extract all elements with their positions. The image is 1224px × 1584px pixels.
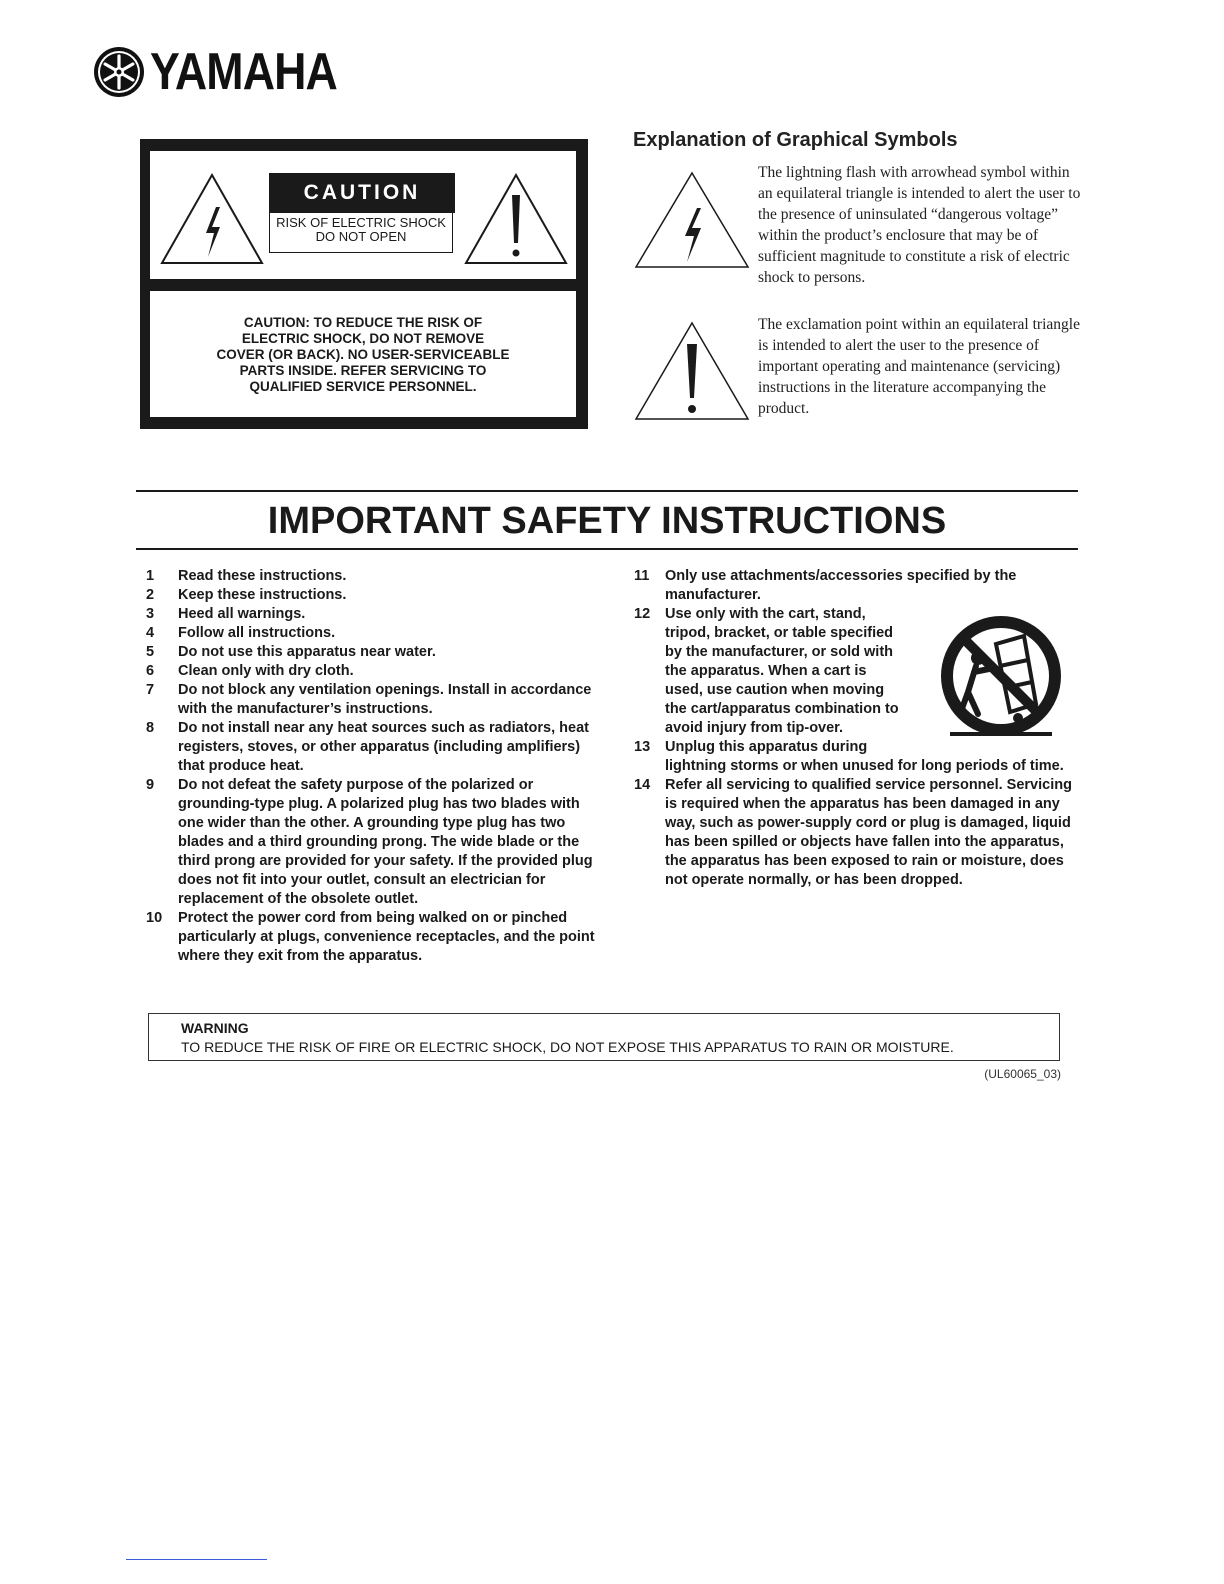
lightning-warning-icon	[158, 171, 266, 267]
instruction-item	[136, 605, 596, 624]
caution-body-line: CAUTION: TO REDUCE THE RISK OF	[243, 315, 483, 330]
lightning-explanation: The lightning flash with arrowhead symbol within an equilateral triangle is intended to alert the user to the presence of uninsulated “dangerous voltage” within the product’s enclosure that may be of sufficient magnitude to constitute a risk of electric shock to persons.	[758, 164, 1081, 286]
instruction-line: avoid injury from tip-over.	[665, 720, 844, 736]
instruction-item	[624, 567, 1074, 605]
instruction-text: Refer all servicing to qualified service personnel. Servicing is required when the apparatus has been damaged in any way, such as power-supply cord or plug is damaged, liquid has been spilled or objects have fallen into the apparatus, the apparatus has been exposed to rain or moisture, does not operate normally, or has been dropped.	[665, 777, 1072, 888]
caution-body-line: PARTS INSIDE. REFER SERVICING TO	[239, 363, 487, 378]
instruction-item	[624, 738, 1074, 776]
instruction-number: 4	[146, 625, 155, 641]
instruction-number: 6	[146, 663, 155, 679]
caution-body-line: QUALIFIED SERVICE PERSONNEL.	[249, 379, 477, 394]
tuning-fork-emblem-icon	[92, 45, 146, 99]
instruction-line: tripod, bracket, or table specified	[665, 625, 894, 641]
instruction-item	[624, 776, 1074, 890]
instruction-text: Protect the power cord from being walked on or pinched particularly at plugs, convenience receptacles, and the point where they exit from the apparatus.	[178, 910, 595, 964]
caution-body	[150, 315, 576, 395]
instruction-number: 13	[634, 739, 651, 755]
warning-title: WARNING	[181, 1020, 249, 1036]
caution-sub-line1: RISK OF ELECTRIC SHOCK	[276, 215, 446, 230]
caution-body-line: COVER (OR BACK). NO USER-SERVICEABLE	[216, 347, 510, 362]
instruction-number: 14	[634, 777, 651, 793]
instruction-item	[136, 624, 596, 643]
instruction-text: Do not defeat the safety purpose of the polarized or grounding-type plug. A polarized plug has two blades with one wider than the other. A grounding type plug has two blades and a third grounding prong. The wide blade or the third prong are provided for your safety. If the provided plug does not fit into your outlet, consult an electrician for replacement of the obsolete outlet.	[178, 777, 593, 907]
instruction-line: the cart/apparatus combination to	[665, 701, 899, 717]
caution-label-bottom	[150, 291, 576, 417]
instruction-text: Only use attachments/accessories specified by the manufacturer.	[665, 568, 1017, 603]
document-code: (UL60065_03)	[984, 1067, 1061, 1081]
exclamation-warning-icon	[462, 171, 570, 267]
instruction-number: 3	[146, 606, 155, 622]
brand-wordmark: YAMAHA	[150, 43, 337, 101]
caution-label	[140, 139, 588, 429]
instruction-text	[665, 738, 1074, 776]
symbols-title: Explanation of Graphical Symbols	[633, 129, 958, 151]
yamaha-logo	[92, 44, 367, 100]
caution-header: CAUTION	[269, 173, 455, 213]
instruction-number: 12	[634, 606, 651, 622]
caution-sub-line2: DO NOT OPEN	[315, 229, 407, 244]
instruction-number: 5	[146, 644, 155, 660]
instruction-item	[136, 909, 596, 966]
instruction-text: Follow all instructions.	[178, 625, 336, 641]
instruction-item	[136, 586, 596, 605]
warning-box	[148, 1013, 1060, 1061]
instruction-text: Do not use this apparatus near water.	[178, 644, 436, 660]
lightning-symbol-icon	[633, 170, 751, 270]
exclamation-symbol-icon	[633, 320, 751, 422]
title-rule-bottom	[136, 548, 1078, 550]
instruction-line: used, use caution when moving	[665, 682, 885, 698]
cart-tip-over-icon	[938, 614, 1064, 742]
instruction-item	[136, 719, 596, 776]
caution-subtext	[269, 213, 453, 253]
instruction-number: 8	[146, 720, 155, 736]
caution-label-top	[150, 151, 576, 279]
instruction-line: Use only with the cart, stand,	[665, 606, 866, 622]
instruction-text: Heed all warnings.	[178, 606, 306, 622]
instruction-number: 1	[146, 568, 155, 584]
section-title: IMPORTANT SAFETY INSTRUCTIONS	[267, 500, 947, 542]
instruction-item	[136, 643, 596, 662]
instruction-text: Read these instructions.	[178, 568, 347, 584]
instruction-text: Do not block any ventilation openings. Install in accordance with the manufacturer’s instructions.	[178, 682, 592, 717]
exclamation-explanation: The exclamation point within an equilateral triangle is intended to alert the user to the presence of important operating and maintenance (servicing) instructions in the literature accompanying the product.	[758, 316, 1080, 417]
caution-body-line: ELECTRIC SHOCK, DO NOT REMOVE	[241, 331, 485, 346]
instruction-text: Clean only with dry cloth.	[178, 663, 354, 679]
instruction-line: by the manufacturer, or sold with	[665, 644, 894, 660]
warning-text: TO REDUCE THE RISK OF FIRE OR ELECTRIC SHOCK, DO NOT EXPOSE THIS APPARATUS TO RAIN OR MOISTURE.	[181, 1039, 954, 1055]
instructions-left-list	[136, 567, 596, 966]
title-rule-top	[136, 490, 1078, 492]
instruction-line: Unplug this apparatus during	[665, 739, 868, 755]
instruction-number: 7	[146, 682, 155, 698]
instruction-number: 9	[146, 777, 155, 793]
instruction-item	[136, 567, 596, 586]
instruction-line: lightning storms or when unused for long periods of time.	[665, 758, 1064, 774]
instruction-number: 11	[634, 568, 650, 584]
instruction-item	[136, 681, 596, 719]
instruction-number: 2	[146, 587, 155, 603]
instruction-text: Do not install near any heat sources such as radiators, heat registers, stoves, or other apparatus (including amplifiers) that produce heat.	[178, 720, 589, 774]
instruction-line: the apparatus. When a cart is	[665, 663, 867, 679]
instruction-number: 10	[146, 910, 163, 926]
instruction-text: Keep these instructions.	[178, 587, 347, 603]
instruction-item	[136, 776, 596, 909]
bottom-underline-decoration	[126, 1559, 267, 1560]
instruction-item	[136, 662, 596, 681]
